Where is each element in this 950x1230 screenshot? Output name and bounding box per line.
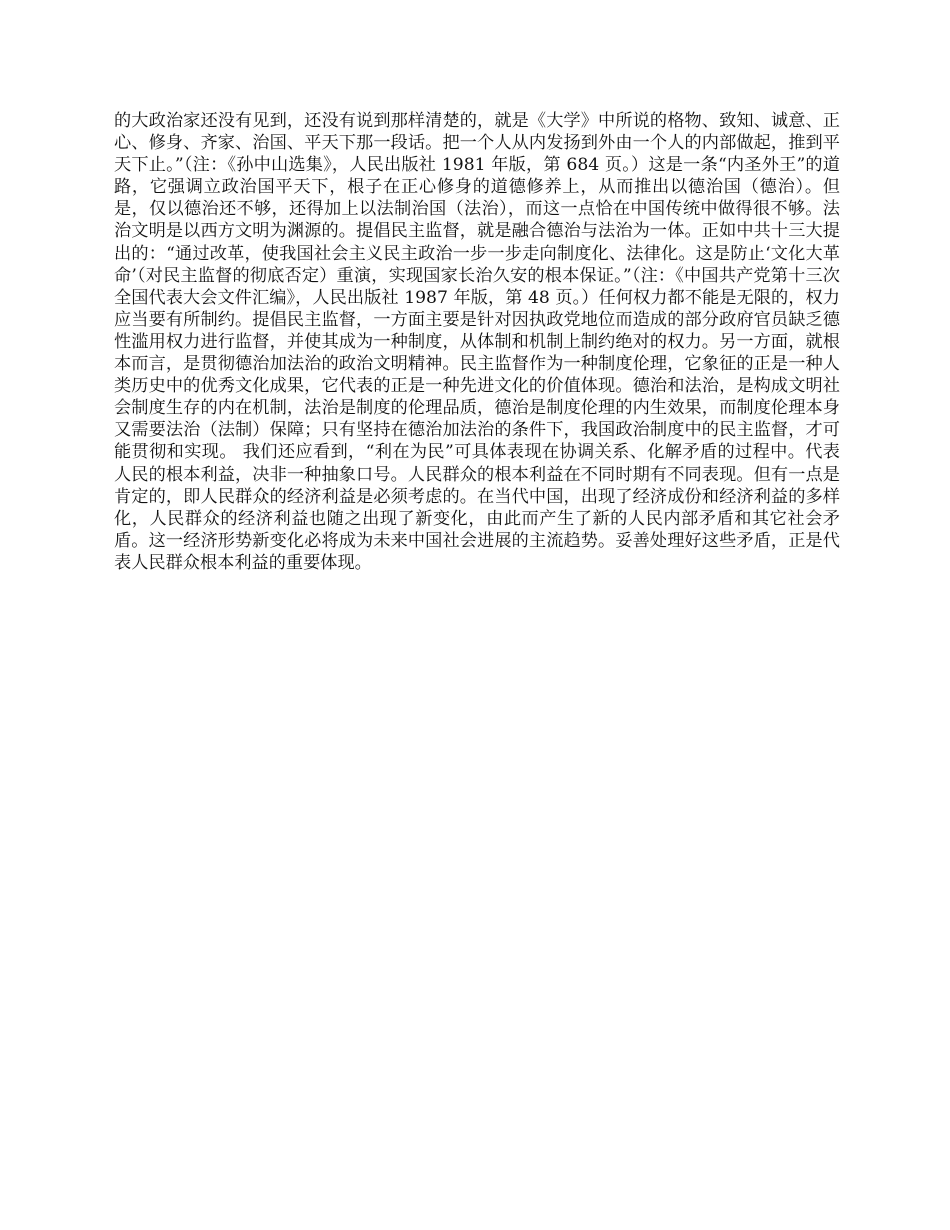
body-paragraph: 的大政治家还没有见到，还没有说到那样清楚的，就是《大学》中所说的格物、致知、诚意、正心、修身、齐家、治国、平天下那一段话。把一个人从内发扬到外由一个人的内部做起，推到平天下止。”（注：《孙中山选集》，人民出版社 1981 年版，第 684 页。）这是一条“内圣外王”的道路，它强调立政治国平天下，根子在正心修身的道德修养上，从而推出以德治国（德治）。但是，仅以德治还不够，还得加上以法制治国（法治），而这一点恰在中国传统中做得很不够。法治文明是以西方文明为渊源的。提倡民主监督，就是融合德治与法治为一体。正如中共十三大提出的：“通过改革，使我国社会主义民主政治一步一步走向制度化、法律化。这是防止‘文化大革命’（对民主监督的彻底否定）重演，实现国家长治久安的根本保证。”（注：《中国共产党第十三次全国代表大会文件汇编》，人民出版社 1987 年版，第 48 页。）任何权力都不能是无限的，权力应当要有所制约。提倡民主监督，一方面主要是针对因执政党地位而造成的部分政府官员缺乏德性滥用权力进行监督，并使其成为一种制度，从体制和机制上制约绝对的权力。另一方面，就根本而言，是贯彻德治加法治的政治文明精神。民主监督作为一种制度伦理，它象征的正是一种人类历史中的优秀文化成果，它代表的正是一种先进文化的价值体现。德治和法治，是构成文明社会制度生存的内在机制，法治是制度的伦理品质，德治是制度伦理的内生效果，而制度伦理本身又需要法治（法制）保障；只有坚持在德治加法治的条件下，我国政治制度中的民主监督，才可能贯彻和实现。 我们还应看到，“利在为民”可具体表现在协调关系、化解矛盾的过程中。代表人民的根本利益，决非一种抽象口号。人民群众的根本利益在不同时期有不同表现。但有一点是肯定的，即人民群众的经济利益是必须考虑的。在当代中国，出现了经济成份和经济利益的多样化，人民群众的经济利益也随之出现了新变化，由此而产生了新的人民内部矛盾和其它社会矛盾。这一经济形势新变化必将成为未来中国社会进展的主流趋势。妥善处理好这些矛盾，正是代表人民群众根本利益的重要体现。 [114, 111, 840, 573]
